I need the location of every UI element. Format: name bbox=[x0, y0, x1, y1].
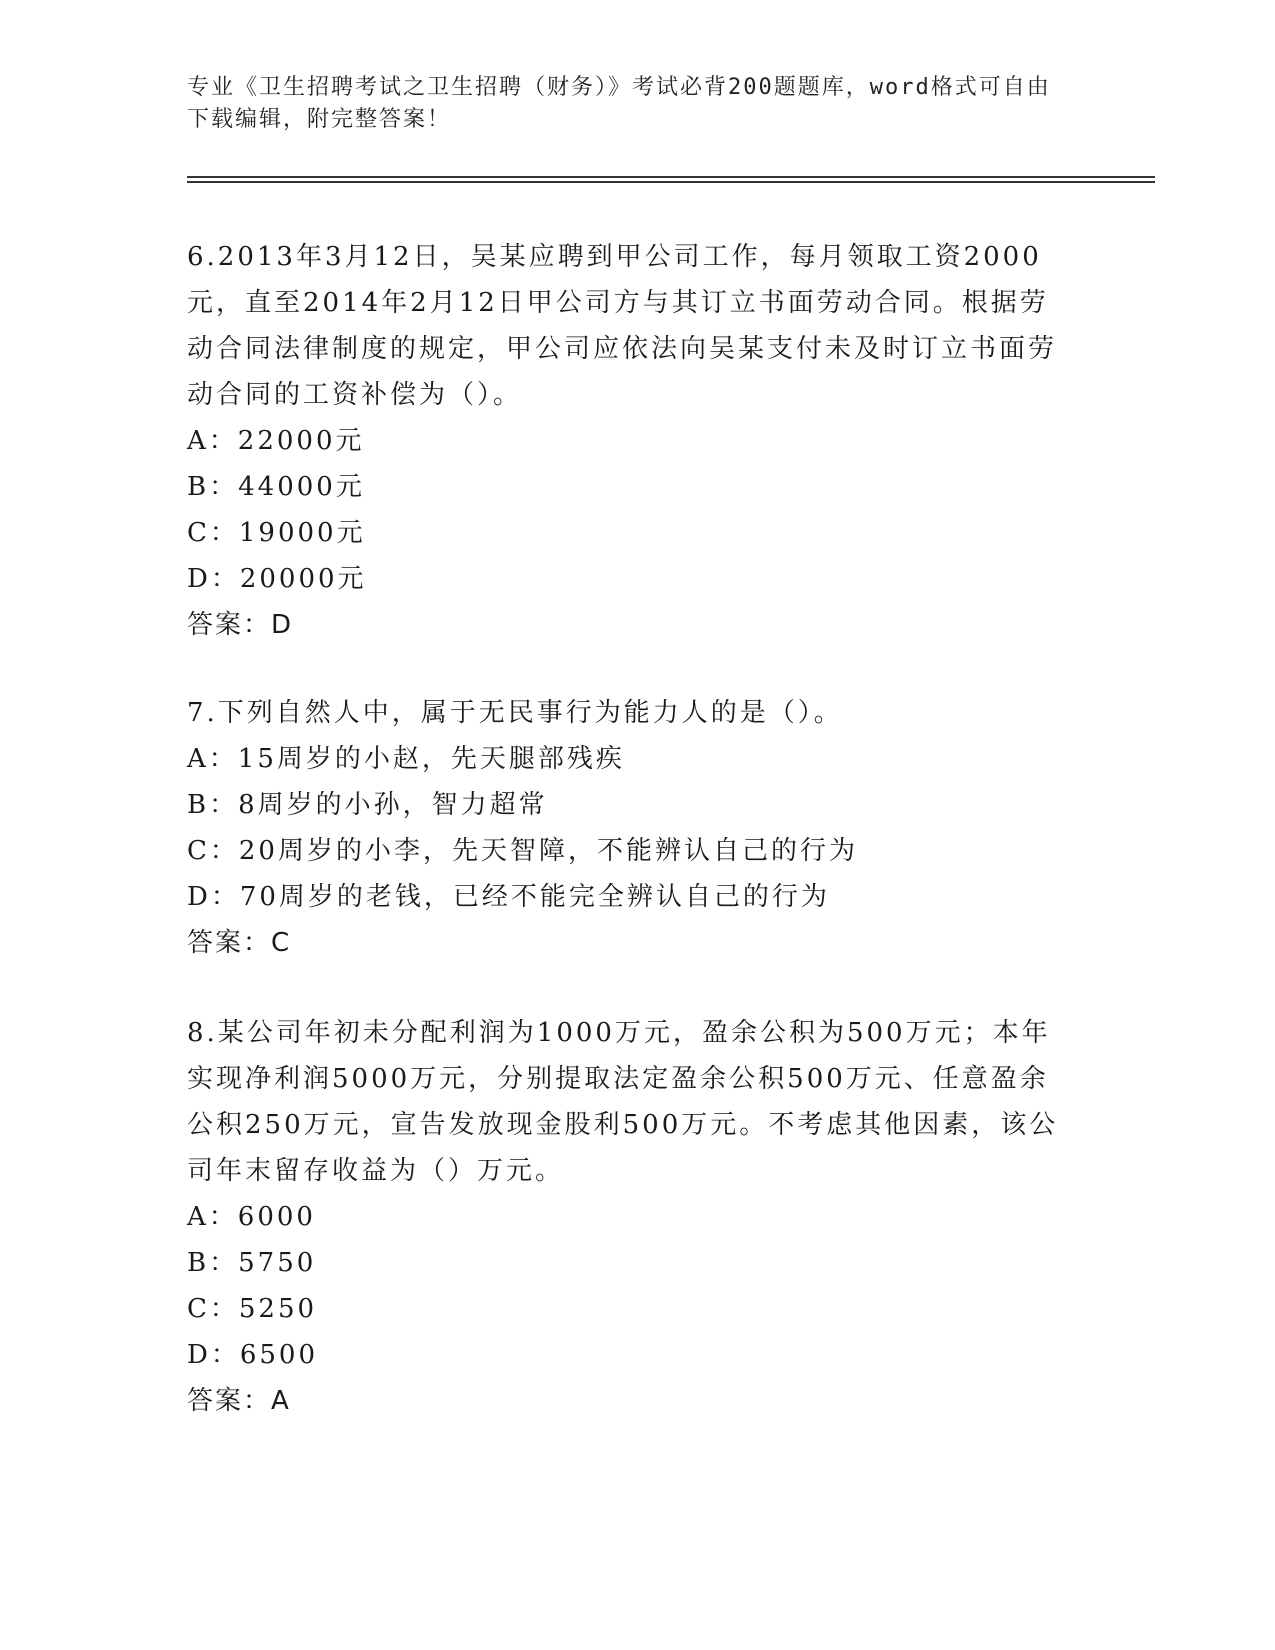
question-6 bbox=[187, 234, 1067, 648]
header-divider-bottom bbox=[187, 181, 1155, 183]
option-c: C：20周岁的小李，先天智障，不能辨认自己的行为 bbox=[187, 836, 858, 866]
option-a: A：6000 bbox=[187, 1202, 316, 1232]
option-d: D：70周岁的老钱，已经不能完全辨认自己的行为 bbox=[187, 882, 830, 912]
answer: 答案：A bbox=[187, 1386, 291, 1416]
option-b: B：5750 bbox=[187, 1248, 317, 1278]
option-a: A：15周岁的小赵，先天腿部残疾 bbox=[187, 744, 625, 774]
option-b: B：44000元 bbox=[187, 472, 365, 502]
question-text: 6.2013年3月12日，吴某应聘到甲公司工作，每月领取工资2000元，直至2014年2月12日甲公司方与其订立书面劳动合同。根据劳动合同法律制度的规定，甲公司应依法向吴某支付未及时订立书面劳动合同的工资补偿为（）。 bbox=[187, 242, 1058, 410]
option-d: D：6500 bbox=[187, 1340, 319, 1370]
option-d: D：20000元 bbox=[187, 564, 367, 594]
question-8 bbox=[187, 1010, 1067, 1424]
header-divider-top bbox=[187, 176, 1155, 178]
question-text: 7.下列自然人中，属于无民事行为能力人的是（）。 bbox=[187, 698, 843, 728]
option-b: B：8周岁的小孙，智力超常 bbox=[187, 790, 548, 820]
document-header: 专业《卫生招聘考试之卫生招聘（财务）》考试必背200题题库，word格式可自由下载编辑，附完整答案！ bbox=[187, 75, 1051, 132]
question-7 bbox=[187, 690, 1067, 966]
option-a: A：22000元 bbox=[187, 426, 365, 456]
option-c: C：19000元 bbox=[187, 518, 366, 548]
option-c: C：5250 bbox=[187, 1294, 318, 1324]
question-text: 8.某公司年初未分配利润为1000万元，盈余公积为500万元；本年实现净利润5000万元，分别提取法定盈余公积500万元、任意盈余公积250万元，宣告发放现金股利500万元。不考虑其他因素，该公司年末留存收益为（）万元。 bbox=[187, 1018, 1059, 1186]
answer: 答案：D bbox=[187, 610, 294, 640]
answer: 答案：C bbox=[187, 928, 292, 958]
